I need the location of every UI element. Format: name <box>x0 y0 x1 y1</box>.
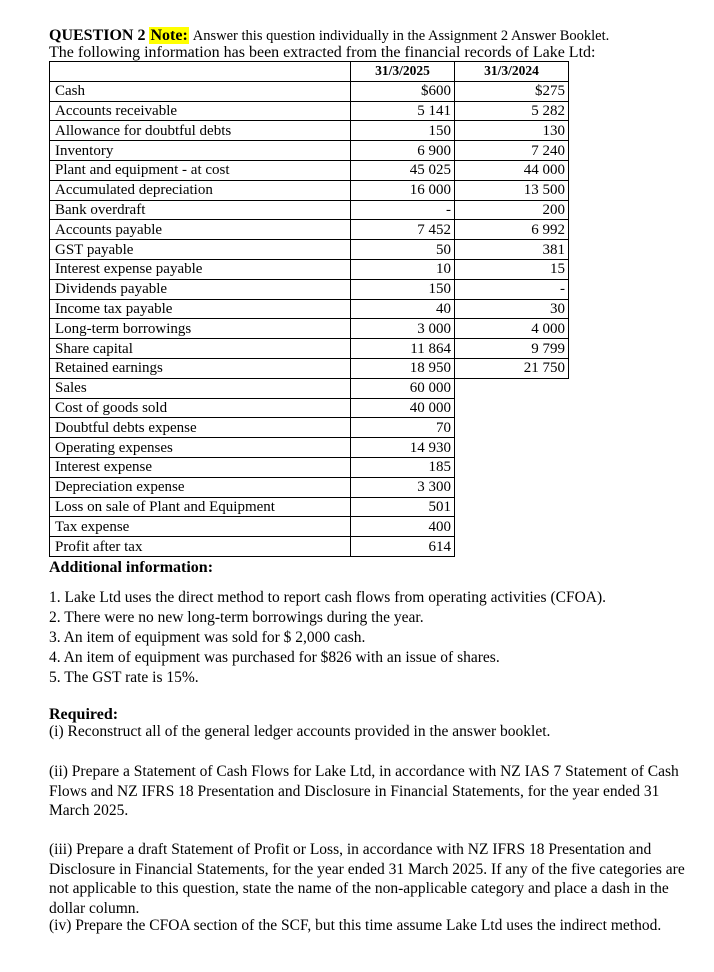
required-text: (iii) Prepare a draft Statement of Profit or Loss, in accordance with NZ IFRS 18 Presentation and Disclosure in Financial Statements, for the year ended 31 March 2025. If any of the five categories are not applicable to this question, state the name of the non-applicable category and place a dash in the dollar column. <box>49 841 685 917</box>
table-row <box>50 220 569 240</box>
value-2025: 614 <box>351 537 455 557</box>
value-2025: 70 <box>351 418 455 438</box>
value-2025: 3 000 <box>351 319 455 339</box>
value-2025: 7 452 <box>351 220 455 240</box>
row-label: Bank overdraft <box>50 200 351 220</box>
table-row <box>50 279 569 299</box>
list-item: 4. An item of equipment was purchased for $826 with an issue of shares. <box>49 649 500 666</box>
value-2024: 44 000 <box>455 160 569 180</box>
value-2025: 11 864 <box>351 339 455 359</box>
table-row <box>50 339 569 359</box>
table-row <box>50 477 569 497</box>
row-label: Plant and equipment - at cost <box>50 160 351 180</box>
row-label: Accounts receivable <box>50 101 351 121</box>
required-text: (i) Reconstruct all of the general ledger accounts provided in the answer booklet. <box>49 723 551 740</box>
row-label: Depreciation expense <box>50 477 351 497</box>
required-heading: Required: <box>49 706 119 723</box>
value-2025: 16 000 <box>351 180 455 200</box>
header-label-cell <box>50 62 351 82</box>
value-2024: 5 282 <box>455 101 569 121</box>
table-row <box>50 537 569 557</box>
table-row <box>50 358 569 378</box>
value-2025: $600 <box>351 81 455 101</box>
value-2024: 4 000 <box>455 319 569 339</box>
value-2024: 15 <box>455 259 569 279</box>
value-2025: 18 950 <box>351 358 455 378</box>
value-2025: 150 <box>351 121 455 141</box>
required-item-iii <box>49 840 689 918</box>
value-2024: 30 <box>455 299 569 319</box>
value-2025: 3 300 <box>351 477 455 497</box>
table-row <box>50 457 569 477</box>
financial-records-table <box>49 61 569 557</box>
value-2024: 130 <box>455 121 569 141</box>
value-2024: 21 750 <box>455 358 569 378</box>
row-label: Inventory <box>50 141 351 161</box>
note-label: Note: <box>150 27 188 44</box>
table-row <box>50 299 569 319</box>
list-item: 1. Lake Ltd uses the direct method to report cash flows from operating activities (CFOA). <box>49 589 606 606</box>
value-2024: 7 240 <box>455 141 569 161</box>
row-label: Sales <box>50 378 351 398</box>
value-2025: 501 <box>351 497 455 517</box>
table-row <box>50 497 569 517</box>
value-2025: 10 <box>351 259 455 279</box>
row-label: Interest expense payable <box>50 259 351 279</box>
value-2025: 50 <box>351 240 455 260</box>
row-label: Share capital <box>50 339 351 359</box>
table-row <box>50 180 569 200</box>
table-row <box>50 101 569 121</box>
value-2025: 5 141 <box>351 101 455 121</box>
additional-info-heading: Additional information: <box>49 559 214 576</box>
value-2024 <box>455 378 569 398</box>
row-label: Retained earnings <box>50 358 351 378</box>
value-2025: 60 000 <box>351 378 455 398</box>
value-2024: 6 992 <box>455 220 569 240</box>
row-label: Cash <box>50 81 351 101</box>
list-item: 3. An item of equipment was sold for $ 2,000 cash. <box>49 629 366 646</box>
value-2025: 6 900 <box>351 141 455 161</box>
value-2024: $275 <box>455 81 569 101</box>
table-row <box>50 517 569 537</box>
value-2024: 381 <box>455 240 569 260</box>
required-item-iv <box>49 916 689 936</box>
row-label: Interest expense <box>50 457 351 477</box>
value-2025: 40 <box>351 299 455 319</box>
required-item-ii <box>49 762 689 821</box>
required-text: (ii) Prepare a Statement of Cash Flows for Lake Ltd, in accordance with NZ IAS 7 Statement of Cash Flows and NZ IFRS 18 Presentation and Disclosure in Financial Statements, for the year ended 31 March 2025. <box>49 763 679 819</box>
row-label: Accumulated depreciation <box>50 180 351 200</box>
row-label: Profit after tax <box>50 537 351 557</box>
table-row <box>50 81 569 101</box>
value-2025: 185 <box>351 457 455 477</box>
table-row <box>50 240 569 260</box>
value-2024 <box>455 457 569 477</box>
value-2024 <box>455 477 569 497</box>
table-header-row <box>50 62 569 82</box>
row-label: Dividends payable <box>50 279 351 299</box>
note-text: Answer this question individually in the Assignment 2 Answer Booklet. <box>192 28 610 44</box>
list-item: 5. The GST rate is 15%. <box>49 669 199 686</box>
value-2024 <box>455 398 569 418</box>
row-label: Allowance for doubtful debts <box>50 121 351 141</box>
value-2024 <box>455 438 569 458</box>
row-label: Accounts payable <box>50 220 351 240</box>
table-row <box>50 141 569 161</box>
table-row <box>50 319 569 339</box>
header-2024: 31/3/2024 <box>455 62 569 82</box>
value-2024 <box>455 537 569 557</box>
value-2024: 9 799 <box>455 339 569 359</box>
table-row <box>50 418 569 438</box>
table-row <box>50 121 569 141</box>
value-2025: 14 930 <box>351 438 455 458</box>
intro-text: The following information has been extracted from the financial records of Lake Ltd: <box>49 44 596 61</box>
table-row <box>50 200 569 220</box>
table-row <box>50 259 569 279</box>
row-label: Long-term borrowings <box>50 319 351 339</box>
value-2024: - <box>455 279 569 299</box>
table-row <box>50 398 569 418</box>
value-2025: 40 000 <box>351 398 455 418</box>
row-label: Tax expense <box>50 517 351 537</box>
table-row <box>50 378 569 398</box>
row-label: Loss on sale of Plant and Equipment <box>50 497 351 517</box>
row-label: Operating expenses <box>50 438 351 458</box>
row-label: GST payable <box>50 240 351 260</box>
row-label: Cost of goods sold <box>50 398 351 418</box>
value-2025: 150 <box>351 279 455 299</box>
value-2025: 45 025 <box>351 160 455 180</box>
question-title: QUESTION 2 <box>49 27 146 44</box>
value-2024: 200 <box>455 200 569 220</box>
additional-info-list <box>49 588 606 688</box>
table-row <box>50 160 569 180</box>
value-2025: - <box>351 200 455 220</box>
value-2024: 13 500 <box>455 180 569 200</box>
value-2024 <box>455 497 569 517</box>
value-2024 <box>455 517 569 537</box>
row-label: Doubtful debts expense <box>50 418 351 438</box>
header-2025: 31/3/2025 <box>351 62 455 82</box>
value-2024 <box>455 418 569 438</box>
row-label: Income tax payable <box>50 299 351 319</box>
required-text: (iv) Prepare the CFOA section of the SCF, but this time assume Lake Ltd uses the indirect method. <box>49 917 662 934</box>
table-row <box>50 438 569 458</box>
required-item-i <box>49 722 689 742</box>
list-item: 2. There were no new long-term borrowings during the year. <box>49 609 424 626</box>
value-2025: 400 <box>351 517 455 537</box>
